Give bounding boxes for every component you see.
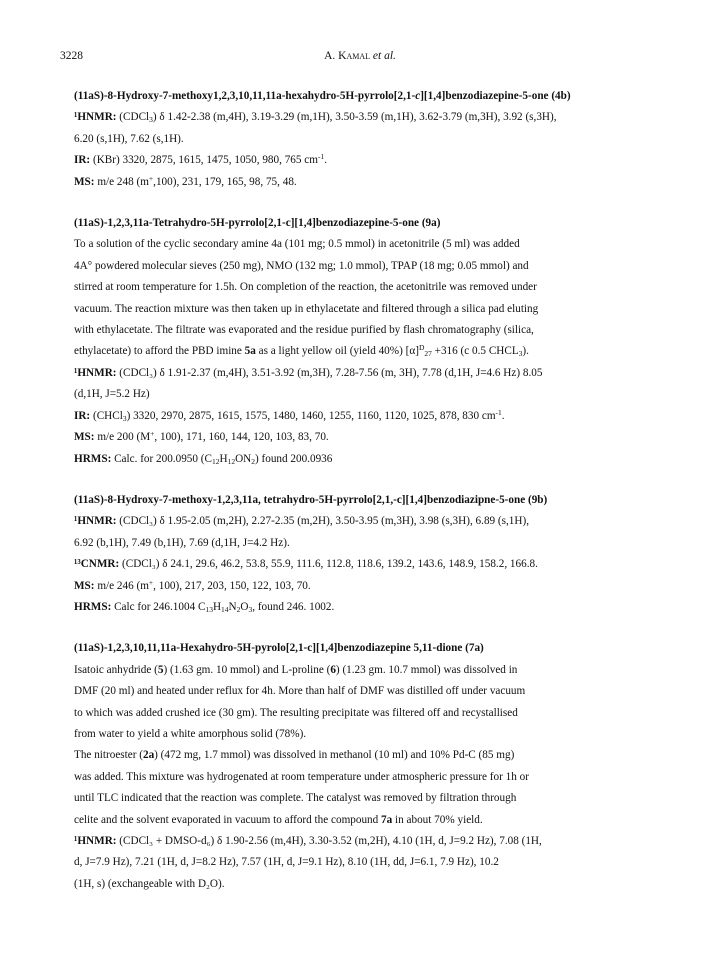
compound-title: (11aS)-1,2,3,10,11,11a-Hexahydro-5H-pyrolo[2,1-c][1,4]benzodiazepine 5,11-dione (7a) [74, 642, 484, 655]
compound-ref: 2a [142, 749, 155, 762]
procedure-line: from water to yield a white amorphous solid (78%). [74, 727, 307, 740]
text: ) (1.63 gm. 10 mmol) and L-proline ( [163, 663, 331, 676]
subscript: 2 [236, 604, 241, 614]
superscript: D [418, 343, 425, 353]
ir-text: ) 3320, 2970, 2875, 1615, 1575, 1480, 1460, 1255, 1160, 1120, 1025, 878, 830 cm [126, 409, 496, 422]
hnmr-label: ¹HNMR: [74, 366, 117, 379]
text: in about 70% yield. [392, 813, 483, 826]
procedure-line: until TLC indicated that the reaction was complete. The catalyst was removed by filtration through [74, 792, 517, 805]
article-body [74, 86, 662, 915]
compound-ref: 6 [330, 663, 336, 676]
procedure-line: DMF (20 ml) and heated under reflux for 4h. More than half of DMF was distilled off under vacuum [74, 685, 526, 698]
compound-title: (11aS)-1,2,3,11a-Tetrahydro-5H-pyrrolo[2,1-c][1,4]benzodiazepine-5-one (9a) [74, 217, 441, 230]
procedure-line [74, 810, 662, 831]
hrms-text: O [240, 600, 249, 613]
subscript: 13 [205, 604, 213, 614]
subscript: 12 [211, 456, 220, 466]
procedure-line: To a solution of the cyclic secondary amine 4a (101 mg; 0.5 mmol) in acetonitrile (5 ml) was added [74, 238, 520, 251]
procedure-line [74, 660, 662, 681]
superscript: + [150, 429, 155, 439]
hnmr-text: (CDCl [116, 111, 150, 124]
superscript: -1 [317, 152, 325, 162]
text: ethylacetate) to afford the PBD imine [74, 345, 245, 358]
procedure-line: with ethylacetate. The filtrate was evaporated and the residue purified by flash chromatography (silica, [74, 324, 534, 337]
ms-text: m/e 246 (m [94, 579, 149, 592]
ir-text: . [501, 409, 505, 422]
hnmr-line [74, 511, 662, 532]
hrms-line [74, 449, 662, 470]
title-part: (11aS)-8-Hydroxy-7-methoxy1,2,3,10,11,11a-hexahydro-5H-pyrrolo[2,1- [74, 90, 416, 102]
compound-4b [74, 86, 662, 193]
cnmr-line [74, 554, 662, 575]
hrms-label: HRMS: [74, 600, 112, 613]
ir-text: (KBr) 3320, 2875, 1615, 1475, 1050, 980, 765 cm [90, 154, 318, 167]
subscript: 3 [518, 349, 523, 359]
hnmr-label: ¹HNMR: [74, 835, 117, 847]
compound-title [74, 86, 662, 107]
cnmr-text: (CDCl₃) δ 24.1, 29.6, 46.2, 53.8, 55.9, 111.6, 112.8, 118.6, 139.2, 143.6, 148.9, 158.2, 166.8. [119, 558, 538, 571]
hnmr-label: ¹HNMR: [74, 111, 117, 124]
procedure-line: vacuum. The reaction mixture was then taken up in ethylacetate and filtered through a silica pad eluting [74, 302, 539, 315]
superscript: -1 [495, 407, 502, 417]
superscript: + [148, 577, 154, 587]
hnmr-text: (CDCl₃) δ 1.95-2.05 (m,2H), 2.27-2.35 (m,2H), 3.50-3.95 (m,3H), 3.98 (s,3H), 6.89 (s,1H), [116, 515, 530, 528]
ir-line [74, 150, 662, 171]
text: +316 (c 0.5 CHCL [431, 345, 519, 358]
page-header [60, 50, 660, 68]
cnmr-label: ¹³CNMR: [74, 558, 120, 571]
ir-text: . [324, 154, 327, 167]
ms-label: MS: [74, 579, 95, 592]
hnmr-line: (1H, s) (exchangeable with D₂O). [74, 877, 225, 890]
subscript: 27 [424, 349, 432, 359]
procedure-line [74, 745, 662, 766]
ms-line [74, 427, 662, 448]
hrms-line [74, 597, 662, 618]
procedure-line: to which was added crushed ice (30 gm). The resulting precipitate was filtered off and recystallised [74, 706, 518, 719]
title-part: c [415, 90, 421, 102]
subscript: 3 [149, 115, 153, 125]
compound-9a [74, 213, 662, 470]
ms-label: MS: [74, 175, 95, 188]
subscript: 3 [248, 604, 253, 614]
ms-label: MS: [74, 431, 95, 444]
compound-ref: 5 [157, 663, 164, 676]
hnmr-line [74, 107, 662, 128]
ir-line [74, 406, 662, 427]
hnmr-line: 6.20 (s,1H), 7.62 (s,1H). [74, 132, 184, 145]
hrms-text: , found 246. 1002. [252, 600, 335, 613]
hnmr-line [74, 363, 662, 384]
ms-text: , 100), 171, 160, 144, 120, 103, 83, 70. [154, 431, 329, 444]
compound-ref: 5a [244, 345, 256, 358]
hrms-text: Calc for 246.1004 C [111, 600, 206, 613]
compound-7a [74, 638, 662, 895]
text: Isatoic anhydride ( [74, 663, 158, 676]
hnmr-line: d, J=7.9 Hz), 7.21 (1H, d, J=8.2 Hz), 7.57 (1H, d, J=9.1 Hz), 8.10 (1H, dd, J=6.1, 7.9 Hz), 10.2 [74, 856, 499, 869]
hrms-text: ) found 200.0936 [254, 452, 333, 465]
text: ) (472 mg, 1.7 mmol) was dissolved in methanol (10 ml) and 10% Pd-C (85 mg) [154, 749, 515, 762]
text: as a light yellow oil (yield 40%) [α] [255, 345, 419, 358]
ir-label: IR: [74, 154, 91, 167]
running-head-author: A. Kamal [324, 50, 371, 62]
subscript: 12 [227, 456, 236, 466]
hnmr-line: 6.92 (b,1H), 7.49 (b,1H), 7.69 (d,1H, J=4.2 Hz). [74, 536, 290, 549]
subscript: 14 [221, 604, 229, 614]
procedure-line [74, 341, 662, 362]
running-head [60, 50, 660, 62]
procedure-line: 4A° powdered molecular sieves (250 mg), NMO (132 mg; 1.0 mmol), TPAP (18 mg; 0.05 mmol) and [74, 259, 529, 272]
procedure-line: stirred at room temperature for 1.5h. On completion of the reaction, the acetonitrile was removed under [74, 281, 537, 294]
compound-ref: 7a [381, 813, 393, 826]
hnmr-line [74, 831, 662, 852]
hnmr-label: ¹HNMR: [74, 515, 117, 528]
text: The nitroester ( [74, 749, 143, 762]
text: celite and the solvent evaporated in vacuum to afford the compound [74, 813, 382, 826]
title-part: ][1,4]benzodiazepine-5-one (4b) [420, 90, 571, 102]
running-head-etal: et al. [372, 50, 396, 62]
hrms-label: HRMS: [74, 452, 112, 465]
ms-text: m/e 200 (M [94, 431, 151, 444]
ir-text: (CHCl [90, 409, 123, 422]
ms-line [74, 172, 662, 193]
text: ) (1.23 gm. 10.7 mmol) was dissolved in [335, 663, 518, 676]
ms-text: m/e 248 (m [94, 175, 149, 188]
hnmr-text: (CDCl₃ + DMSO-d₆) δ 1.90-2.56 (m,4H), 3.30-3.52 (m,2H), 4.10 (1H, d, J=9.2 Hz), 7.08 (1H, [116, 835, 542, 847]
superscript: + [148, 173, 154, 183]
compound-9b [74, 490, 662, 618]
hrms-text: ON [235, 452, 252, 465]
procedure-line: was added. This mixture was hydrogenated at room temperature under atmospheric pressure for 1h or [74, 770, 529, 783]
hnmr-line: (d,1H, J=5.2 Hz) [74, 388, 150, 401]
compound-title: (11aS)-8-Hydroxy-7-methoxy-1,2,3,11a, tetrahydro-5H-pyrrolo[2,1,-c][1,4]benzodiazipne-5-one (9b) [74, 493, 548, 506]
ms-text: , 100), 217, 203, 150, 122, 103, 70. [153, 579, 311, 592]
hnmr-text: ) δ 1.42-2.38 (m,4H), 3.19-3.29 (m,1H), 3.50-3.59 (m,1H), 3.62-3.79 (m,3H), 3.92 (s,3H), [152, 111, 557, 124]
subscript: 2 [251, 456, 255, 466]
ir-label: IR: [74, 409, 91, 422]
hrms-text: Calc. for 200.0950 (C [111, 452, 212, 465]
ms-text: ,100), 231, 179, 165, 98, 75, 48. [153, 175, 297, 188]
text: ). [522, 345, 529, 358]
hrms-text: H [212, 600, 222, 613]
hrms-text: H [219, 452, 228, 465]
subscript: 3 [122, 413, 127, 423]
page-number: 3228 [60, 50, 83, 62]
hnmr-text: (CDCl₃) δ 1.91-2.37 (m,4H), 3.51-3.92 (m,3H), 7.28-7.56 (m, 3H), 7.78 (d,1H, J=4.6 Hz) 8.05 [116, 366, 543, 379]
hrms-text: N [228, 600, 237, 613]
ms-line [74, 576, 662, 597]
